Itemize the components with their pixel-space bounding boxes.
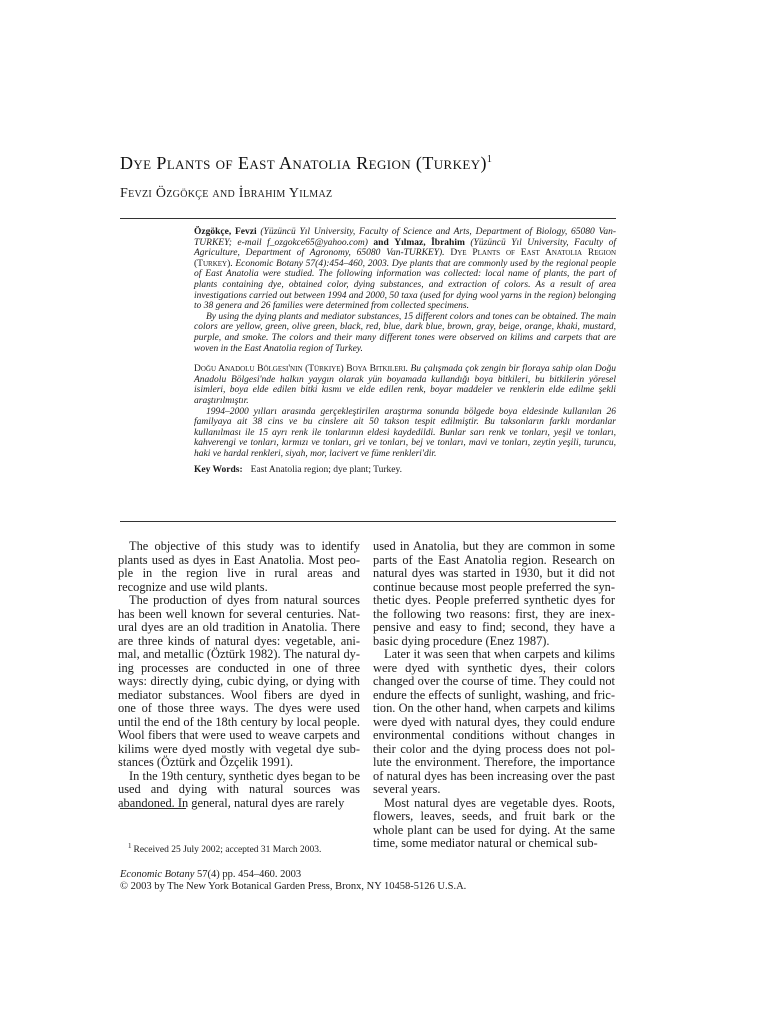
article-authors: Fevzi Özgökçe and İbrahim Yilmaz [120,186,333,201]
abstract-title-tr: Doğu Anadolu Bölgesi'nin (Türkiye) Boya Bitkileri. [194,364,408,375]
body-column-left [118,539,360,810]
body-paragraph: Most natural dyes are vegetable dyes. Roots, flowers, leaves, seeds, and fruit bark or the whole plant can be used for dying. At the same time, some mediator natural or chemical sub- [373,795,615,850]
article-title [120,153,680,174]
keywords-text: East Anatolia region; dye plant; Turkey. [250,465,403,476]
body-paragraph: used in Anatolia, but they are common in some parts of the East Anatolia region. Research on natural dyes was started in 1930, but it did not continue because most people preferred the synthetic dyes. People preferred synthetic dyes for the following two reasons: first, they are inexpensive and easy to find; second, they have a basic dying procedure (Enez 1987). [373,539,615,648]
abstract-affiliation1: (Yüzüncü Yıl University, Faculty of Science and Arts, Department of Biology, 65080 Van-TURKEY; e-mail f_ozgokce65@yahoo.com) [194,227,616,248]
footnote-text: Received 25 July 2002; accepted 31 March 2003. [133,845,322,855]
footnote-divider [120,808,186,809]
abstract-english-p2: By using the dying plants and mediator substances, 15 different colors and tones can be obtained. The main colors are yellow, green, olive green, black, red, blue, dark blue, brown, gray, beige, orange, khaki, mustard, purple, and smoke. The colors and their many different tones were observed on kilims and carpets that are woven in the East Anatolia region of Turkey. [194,311,616,354]
abstract-turkish-p1 [194,364,616,406]
body-column-right [373,540,615,864]
publication-journal-line [120,869,680,881]
abstract-affiliation2: (Yüzüncü Yıl University, Faculty of Agriculture, Department of Agronomy, 65080 Van-TURKEY). [194,237,617,259]
abstract-author1: Özgökçe, Fevzi [194,227,257,237]
keywords-line [194,465,616,476]
body-paragraph: The production of dyes from natural sources has been well known for several centuries. Natural dyes are an old tradition in Anatolia. There are three kinds of natural dyes: vegetable, animal, and metallic (Öztürk 1982). The natural dying processes are conducted in one of three ways: directly dying, cubic dying, or dying with mediator substances. Wool fibers are dyed in one of those three ways. The dyes were used until the end of the 18th century by local people. Wool fibers that were used to weave carpets and kilims were dyed mostly with vegetal dye substances (Öztürk and Özçelik 1991). [118,593,360,769]
abstract-and: and [373,237,389,248]
abstract-citation: Economic Botany 57(4):454–460, 2003. [235,258,390,269]
copyright-line: © 2003 by The New York Botanical Garden Press, Bronx, NY 10458-5126 U.S.A. [120,881,467,892]
article-title-text: Dye Plants of East Anatolia Region (Turkey) [120,153,487,173]
footnote-mark: 1 [128,841,132,850]
top-divider [120,218,616,219]
body-paragraph: Later it was seen that when carpets and kilims were dyed with synthetic dyes, their colors changed over the course of time. They could not endure the effects of sunlight, washing, and friction. On the other hand, when carpets and kilims were dyed with natural dyes, they could endure environmental conditions without changes in their color and the dying process does not pollute the environment. Therefore, the importance of natural dyes has been increasing over the past several years. [373,647,615,796]
abstract-p1-text: Dye plants that are commonly used by the regional people of East Anatolia were studied. The following information was collected: local name of plants, the part of plants containing dye, obtained color, dying substances, and extraction of colors. As a result of area investigations carried out between 1994 and 2000, 50 taxa (used for dying wool yarns in the region) belonging to 38 genera and 26 families were determined from collected specimens. [194,258,617,312]
footnote [128,841,368,856]
abstract-block [194,227,616,476]
journal-name: Economic Botany [120,869,195,880]
abstract-bottom-divider [120,521,616,522]
keywords-label: Key Words: [194,465,243,476]
abstract-title-en: Dye Plants of East Anatolia Region (Turkey). [194,248,616,269]
abstract-spacer [194,354,616,364]
abstract-turkish-p2: 1994–2000 yılları arasında gerçekleştirilen araştırma sonunda bölgede boya eldesinde kullanılan 26 familyaya ait 38 cins ve bu cinslere ait 50 takson tespit edilmiştir. Bu taksonların farklı mordanlar kullanılması ile 15 ayrı renk ile tonlarının eldesi kaydedildi. Bunlar sarı renk ve tonları, yeşil ve tonları, kahverengi ve tonları, kırmızı ve tonları, gri ve tonları, bej ve tonları, mavi ve tonları, zeytin yeşili, turuncu, haki ve hardal renkleri, siyah, mor, lacivert ve füme renkleri'dir. [194,406,616,459]
body-paragraph: The objective of this study was to identify plants used as dyes in East Anatolia. Most people in the region live in rural areas and recognize and use wild plants. [118,539,360,594]
title-footnote-mark: 1 [486,154,493,165]
publication-info [120,869,680,893]
abstract-tr-p1-text: Bu çalışmada çok zengin bir floraya sahip olan Doğu Anadolu Bölgesi'nde halkın yaygın olarak yün boyamada kullandığı boya bitkileri, bu bitkilerin yöresel isimleri, boya elde edilen bitki kısmı ve elde edilen renk, boyar maddeler ve renklerin elde edilme şekli araştırılmıştır. [194,364,616,406]
abstract-english-p1 [194,227,616,312]
abstract-author2: Yılmaz, İbrahim [394,237,465,248]
journal-issue: 57(4) pp. 454–460. 2003 [196,869,302,880]
body-paragraph: In the 19th century, synthetic dyes began to be used and dying with natural sources was abandoned. In general, natural dyes are rarely [118,768,360,810]
